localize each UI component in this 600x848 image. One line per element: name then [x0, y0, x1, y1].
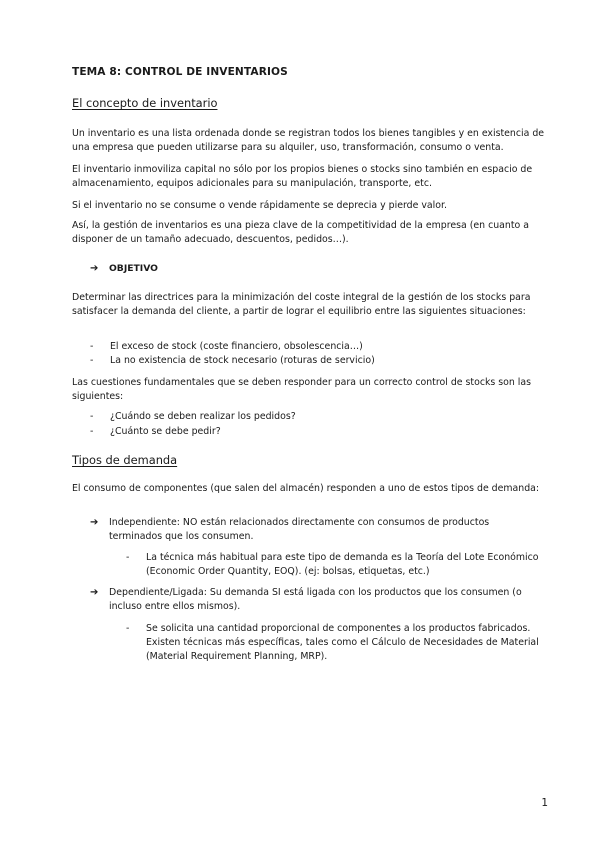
- sub-list-item-text: Se solicita una cantidad proporcional de componentes a los productos fabricados. Existen técnicas más específicas, tales como el Cálculo de Necesidades de Material (Material Requirement Planning, MRP).: [146, 623, 539, 662]
- list-item-text: ¿Cuándo se deben realizar los pedidos?: [110, 411, 296, 422]
- section-heading-demand: Tipos de demanda: [72, 453, 178, 467]
- list-item-text: La no existencia de stock necesario (roturas de servicio): [110, 355, 375, 366]
- dash-bullet: -: [90, 426, 94, 437]
- section-heading-concept: El concepto de inventario: [72, 96, 218, 110]
- arrow-icon: ➔: [90, 587, 99, 598]
- dash-bullet: -: [90, 411, 94, 422]
- demand-item-text: Dependiente/Ligada: Su demanda SI está ligada con los productos que los consumen (o incluso entre ellos mismos).: [109, 587, 522, 612]
- arrow-icon: ➔: [90, 517, 99, 528]
- paragraph-objective: Determinar las directrices para la minimización del coste integral de la gestión de los stocks para satisfacer la demanda del cliente, a partir de lograr el equilibrio entre las siguientes situaciones:: [72, 292, 531, 317]
- list-item-text: El exceso de stock (coste financiero, obsolescencia…): [110, 341, 363, 352]
- dash-bullet: -: [90, 355, 94, 366]
- dash-bullet: -: [126, 552, 130, 563]
- paragraph-definition: Un inventario es una lista ordenada donde se registran todos los bienes tangibles y en existencia de una empresa que pueden utilizarse para su alquiler, uso, transformación, consumo o venta.: [72, 128, 545, 153]
- dash-bullet: -: [90, 341, 94, 352]
- dash-bullet: -: [126, 623, 130, 634]
- objective-label: OBJETIVO: [109, 263, 158, 274]
- paragraph-demand-intro: El consumo de componentes (que salen del almacén) responden a uno de estos tipos de demanda:: [72, 483, 540, 494]
- paragraph-capital: El inventario inmoviliza capital no sólo por los propios bienes o stocks sino también en espacio de almacenamiento, equipos adicionales para su manipulación, transporte, etc.: [72, 164, 533, 189]
- page-number: 1: [541, 797, 548, 809]
- paragraph-depreciation: Si el inventario no se consume o vende rápidamente se deprecia y pierde valor.: [72, 200, 447, 211]
- sub-list-item-text: La técnica más habitual para este tipo de demanda es la Teoría del Lote Económico (Economic Order Quantity, EOQ). (ej: bolsas, etiquetas, etc.): [146, 552, 539, 577]
- demand-item-text: Independiente: NO están relacionados directamente con consumos de productos terminados que los consumen.: [109, 517, 490, 542]
- paragraph-questions: Las cuestiones fundamentales que se deben responder para un correcto control de stocks son las siguientes:: [72, 377, 532, 402]
- list-item-text: ¿Cuánto se debe pedir?: [110, 426, 221, 437]
- paragraph-competitiveness: Así, la gestión de inventarios es una pieza clave de la competitividad de la empresa (en cuanto a disponer de un tamaño adecuado, descuentos, pedidos…).: [72, 220, 530, 245]
- arrow-icon: ➔: [90, 263, 99, 274]
- page-title: TEMA 8: CONTROL DE INVENTARIOS: [72, 66, 288, 78]
